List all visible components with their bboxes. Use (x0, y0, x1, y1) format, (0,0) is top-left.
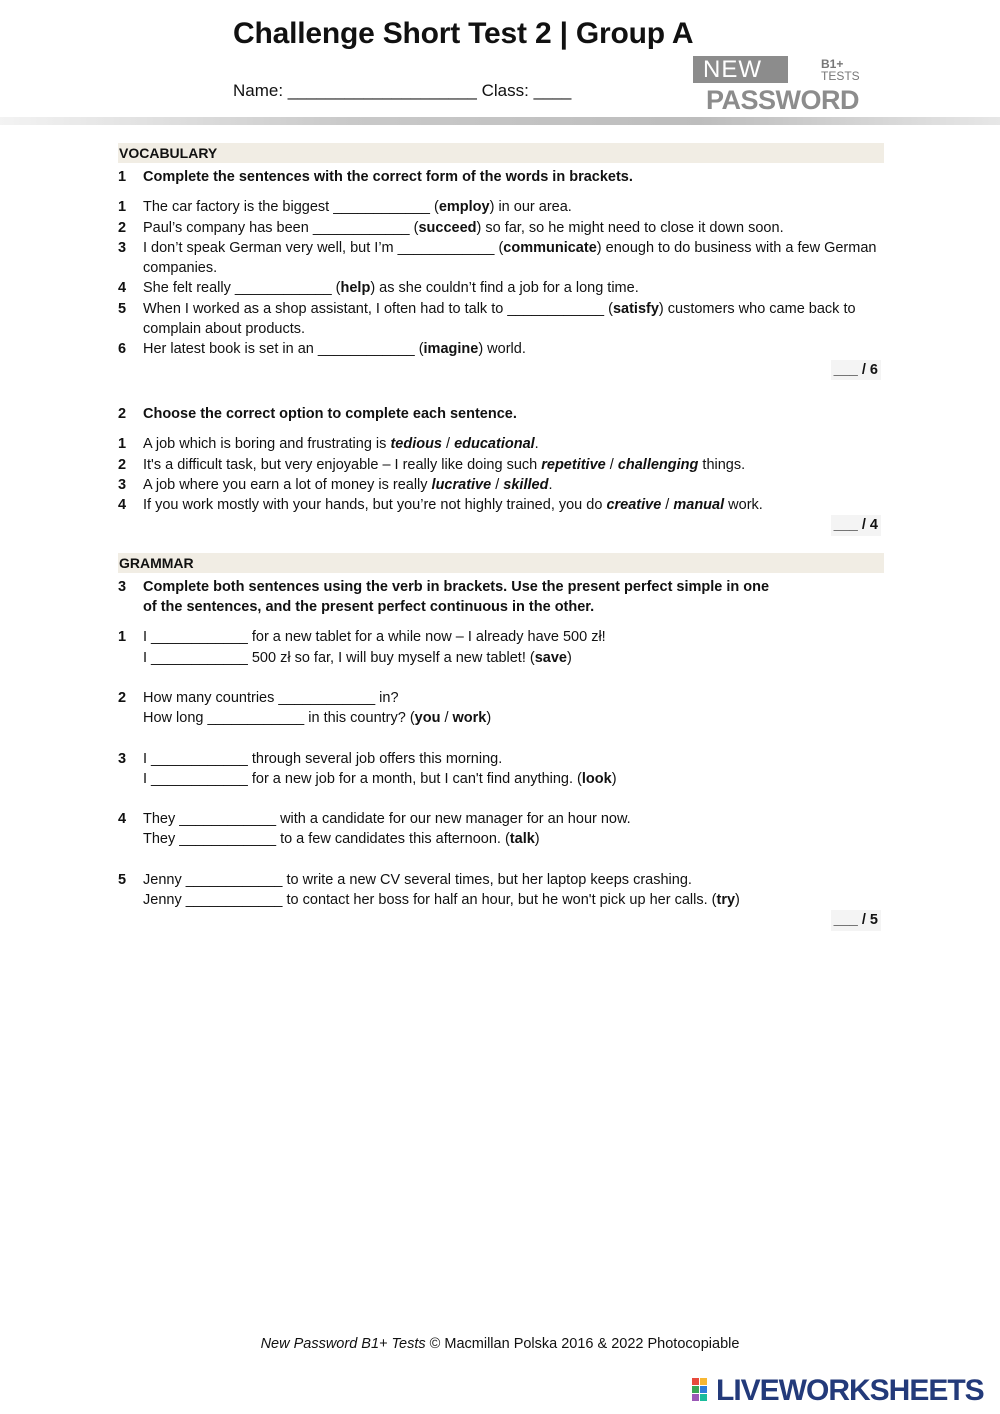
exercise-1-instruction (118, 167, 884, 187)
exercise-number: 2 (118, 405, 127, 422)
test-content (118, 143, 884, 931)
sentence-b: I ____________ for a new job for a month, but I can't find anything. (look) (143, 770, 617, 787)
item-number: 3 (118, 476, 127, 493)
logo-tests: TESTS (821, 69, 860, 83)
sentence-a: They ____________ with a candidate for our new manager for an hour now. (143, 811, 631, 828)
liveworksheets-text: LIVEWORKSHEETS (716, 1374, 984, 1407)
item-number: 4 (118, 497, 127, 514)
item-text (143, 809, 884, 850)
option-1: creative (606, 497, 662, 514)
exercise-2-score: ___ / 4 (118, 515, 884, 535)
new-password-logo (693, 56, 863, 114)
item-number: 3 (118, 750, 127, 767)
item-text: A job which is boring and frustrating is tedious / educational. (143, 436, 539, 453)
item-number: 6 (118, 341, 127, 358)
option-1: lucrative (431, 476, 492, 493)
option-2: educational (454, 436, 535, 453)
item-number: 3 (118, 239, 127, 256)
item-text (143, 749, 884, 790)
item-text: She felt really ____________ (help) as she couldn’t find a job for a long time. (143, 280, 639, 297)
logo-level: B1+ (821, 57, 844, 71)
exercise-3-item (118, 870, 884, 911)
liveworksheets-icon (692, 1378, 714, 1402)
bracket-verb: look (581, 770, 612, 787)
sentence-a: Jenny ____________ to write a new CV several times, but her laptop keeps crashing. (143, 871, 692, 888)
exercise-1-item (118, 238, 884, 279)
item-text (143, 688, 884, 729)
sentence-b: Jenny ____________ to contact her boss for half an hour, but he won't pick up her calls. (try) (143, 892, 740, 909)
item-text: If you work mostly with your hands, but you’re not highly trained, you do creative / manual work. (143, 497, 763, 514)
sentence-b: I ____________ 500 zł so far, I will buy myself a new tablet! (save) (143, 649, 572, 666)
page-title: Challenge Short Test 2 | Group A (233, 17, 694, 50)
exercise-1-item (118, 197, 884, 217)
exercise-1-item (118, 278, 884, 298)
instruction-text: Complete both sentences using the verb in brackets. Use the present perfect simple in one of the sentences, and the present perfect continuous in the other. (143, 578, 770, 616)
section-heading-vocabulary: VOCABULARY (118, 143, 884, 163)
exercise-3-item (118, 809, 884, 850)
bracket-verb: try (716, 892, 736, 909)
exercise-3-item (118, 688, 884, 729)
exercise-number: 3 (118, 578, 127, 595)
exercise-2-instruction (118, 404, 884, 424)
exercise-2-item (118, 434, 884, 454)
bracket-verb: save (534, 649, 567, 666)
item-text (143, 627, 884, 668)
exercise-3-item (118, 627, 884, 668)
bracket-verb: you (414, 710, 441, 727)
exercise-number: 1 (118, 169, 127, 185)
bracket-word: employ (438, 199, 490, 216)
instruction-text: Complete the sentences with the correct form of the words in brackets. (143, 169, 633, 185)
exercise-3-instruction (118, 577, 884, 618)
header-divider (0, 117, 1000, 125)
sentence-a: How many countries ____________ in? (143, 689, 399, 706)
exercise-1-score: ___ / 6 (118, 360, 884, 380)
exercise-1-items (118, 197, 884, 359)
item-number: 1 (118, 436, 127, 453)
exercise-3-items (118, 627, 884, 910)
item-text: It's a difficult task, but very enjoyable – I really like doing such repetitive / challenging things. (143, 456, 746, 473)
item-number: 1 (118, 199, 127, 216)
bracket-word: communicate (503, 239, 597, 256)
bracket-word: satisfy (612, 300, 659, 317)
bracket-word: imagine (423, 341, 479, 358)
bracket-word: succeed (418, 219, 477, 236)
copyright-footer (0, 1336, 1000, 1352)
exercise-1-item (118, 339, 884, 359)
sentence-b: They ____________ to a few candidates this afternoon. (talk) (143, 831, 540, 848)
item-text: The car factory is the biggest ____________ (employ) in our area. (143, 199, 572, 216)
item-text: A job where you earn a lot of money is really lucrative / skilled. (143, 476, 553, 493)
item-number: 2 (118, 456, 127, 473)
exercise-2-item (118, 455, 884, 475)
sentence-b: How long ____________ in this country? (you / work) (143, 710, 492, 727)
bracket-word: help (340, 280, 371, 297)
sentence-a: I ____________ through several job offers this morning. (143, 750, 503, 767)
item-number: 2 (118, 219, 127, 236)
logo-new: NEW (693, 56, 788, 83)
item-text: I don’t speak German very well, but I’m ____________ (communicate) enough to do business with a few German companies. (143, 239, 877, 277)
item-number: 4 (118, 811, 127, 828)
item-number: 4 (118, 280, 127, 297)
section-heading-grammar: GRAMMAR (118, 553, 884, 573)
footer-rest: © Macmillan Polska 2016 & 2022 Photocopiable (425, 1336, 740, 1352)
exercise-3-item (118, 749, 884, 790)
item-number: 2 (118, 689, 127, 706)
item-number: 5 (118, 871, 127, 888)
bracket-verb: talk (509, 831, 535, 848)
option-2: challenging (617, 456, 699, 473)
item-text: When I worked as a shop assistant, I often had to talk to ____________ (satisfy) customers who came back to complain about products. (143, 300, 856, 338)
item-text: Paul’s company has been ____________ (succeed) so far, so he might need to close it down soon. (143, 219, 784, 236)
sentence-a: I ____________ for a new tablet for a while now – I already have 500 zł! (143, 629, 606, 646)
item-text (143, 870, 884, 911)
option-1: repetitive (541, 456, 606, 473)
exercise-1-item (118, 299, 884, 340)
exercise-1-item (118, 218, 884, 238)
footer-title: New Password B1+ Tests (260, 1336, 426, 1352)
exercise-2-item (118, 495, 884, 515)
bracket-verb: work (452, 710, 487, 727)
option-1: tedious (390, 436, 442, 453)
liveworksheets-watermark (692, 1374, 992, 1408)
item-number: 5 (118, 300, 127, 317)
option-2: skilled (503, 476, 549, 493)
option-2: manual (673, 497, 725, 514)
exercise-2-items (118, 434, 884, 515)
item-number: 1 (118, 629, 127, 646)
logo-password: PASSWORD (706, 85, 860, 115)
exercise-2-item (118, 475, 884, 495)
item-text: Her latest book is set in an ____________ (imagine) world. (143, 341, 526, 358)
instruction-text: Choose the correct option to complete each sentence. (143, 405, 517, 422)
name-class-line: Name: ____________________ Class: ____ (233, 81, 572, 100)
exercise-3-score: ___ / 5 (118, 910, 884, 930)
